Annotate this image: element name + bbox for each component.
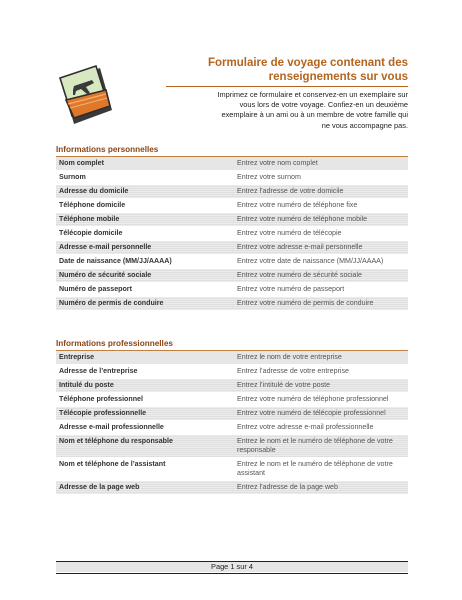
table-row xyxy=(56,365,408,379)
field-label: Numéro de passeport xyxy=(56,283,234,297)
intro-line-2: vous lors de votre voyage. Confiez-en un deuxième xyxy=(239,100,408,110)
field-input[interactable]: Entrez votre numéro de sécurité sociale xyxy=(234,269,408,283)
table-row xyxy=(56,435,408,458)
field-input[interactable]: Entrez le nom de votre entreprise xyxy=(234,351,408,365)
section-title-professional: Informations professionnelles xyxy=(56,339,173,348)
field-input[interactable]: Entrez votre numéro de téléphone professionnel xyxy=(234,393,408,407)
table-row xyxy=(56,227,408,241)
field-label: Entreprise xyxy=(56,351,234,365)
field-label: Télécopie professionnelle xyxy=(56,407,234,421)
title-line-1: Formulaire de voyage contenant des xyxy=(207,57,408,69)
field-label: Numéro de sécurité sociale xyxy=(56,269,234,283)
field-input[interactable]: Entrez votre surnom xyxy=(234,171,408,185)
table-row xyxy=(56,407,408,421)
field-label: Nom et téléphone du responsable xyxy=(56,435,234,458)
table-row xyxy=(56,458,408,481)
table-row xyxy=(56,199,408,213)
field-label: Adresse du domicile xyxy=(56,185,234,199)
field-input[interactable]: Entrez l’adresse de votre entreprise xyxy=(234,365,408,379)
section-title-personal: Informations personnelles xyxy=(56,145,159,154)
field-label: Adresse de la page web xyxy=(56,481,234,495)
table-row xyxy=(56,379,408,393)
field-input[interactable]: Entrez l’intitulé de votre poste xyxy=(234,379,408,393)
field-input[interactable]: Entrez votre numéro de télécopie xyxy=(234,227,408,241)
table-row xyxy=(56,393,408,407)
table-row xyxy=(56,213,408,227)
table-row xyxy=(56,269,408,283)
professional-info-table xyxy=(56,351,408,495)
table-row xyxy=(56,157,408,171)
field-input[interactable]: Entrez l’adresse de la page web xyxy=(234,481,408,495)
intro-line-3: exemplaire à un ami ou à un membre de votre famille qui xyxy=(221,110,408,120)
field-input[interactable]: Entrez votre nom complet xyxy=(234,157,408,171)
page-number: Page 1 sur 4 xyxy=(211,562,253,571)
field-input[interactable]: Entrez votre adresse e-mail personnelle xyxy=(234,241,408,255)
field-label: Téléphone professionnel xyxy=(56,393,234,407)
field-input[interactable]: Entrez votre numéro de téléphone mobile xyxy=(234,213,408,227)
field-label: Adresse e-mail personnelle xyxy=(56,241,234,255)
table-row xyxy=(56,185,408,199)
field-input[interactable]: Entrez votre numéro de télécopie professionnel xyxy=(234,407,408,421)
personal-info-table xyxy=(56,157,408,311)
table-row xyxy=(56,171,408,185)
table-row xyxy=(56,241,408,255)
field-label: Télécopie domicile xyxy=(56,227,234,241)
table-row xyxy=(56,481,408,495)
field-label: Nom et téléphone de l’assistant xyxy=(56,458,234,481)
field-label: Téléphone mobile xyxy=(56,213,234,227)
table-row xyxy=(56,351,408,365)
field-label: Téléphone domicile xyxy=(56,199,234,213)
footer-rule-bottom xyxy=(56,573,408,574)
page-title xyxy=(158,56,408,84)
field-input[interactable]: Entrez l’adresse de votre domicile xyxy=(234,185,408,199)
table-row xyxy=(56,297,408,311)
field-label: Adresse e-mail professionnelle xyxy=(56,421,234,435)
intro-line-1: Imprimez ce formulaire et conservez-en un exemplaire sur xyxy=(217,90,408,99)
intro-paragraph xyxy=(158,90,408,131)
field-input[interactable]: Entrez le nom et le numéro de téléphone de votre assistant xyxy=(234,458,408,481)
table-row xyxy=(56,255,408,269)
field-input[interactable]: Entrez votre numéro de téléphone fixe xyxy=(234,199,408,213)
field-label: Date de naissance (MM/JJ/AAAA) xyxy=(56,255,234,269)
field-label: Numéro de permis de conduire xyxy=(56,297,234,311)
field-label: Surnom xyxy=(56,171,234,185)
field-label: Nom complet xyxy=(56,157,234,171)
field-label: Adresse de l’entreprise xyxy=(56,365,234,379)
table-row xyxy=(56,421,408,435)
field-input[interactable]: Entrez votre date de naissance (MM/JJ/AAAA) xyxy=(234,255,408,269)
title-rule xyxy=(166,86,408,87)
title-line-2: renseignements sur vous xyxy=(268,71,408,83)
field-input[interactable]: Entrez votre numéro de passeport xyxy=(234,283,408,297)
table-row xyxy=(56,283,408,297)
intro-line-4: ne vous accompagne pas. xyxy=(321,120,408,130)
field-input[interactable]: Entrez votre adresse e-mail professionnelle xyxy=(234,421,408,435)
field-label: Intitulé du poste xyxy=(56,379,234,393)
field-input[interactable]: Entrez le nom et le numéro de téléphone de votre responsable xyxy=(234,435,408,458)
field-input[interactable]: Entrez votre numéro de permis de conduire xyxy=(234,297,408,311)
wallet-passport-icon xyxy=(56,60,116,132)
